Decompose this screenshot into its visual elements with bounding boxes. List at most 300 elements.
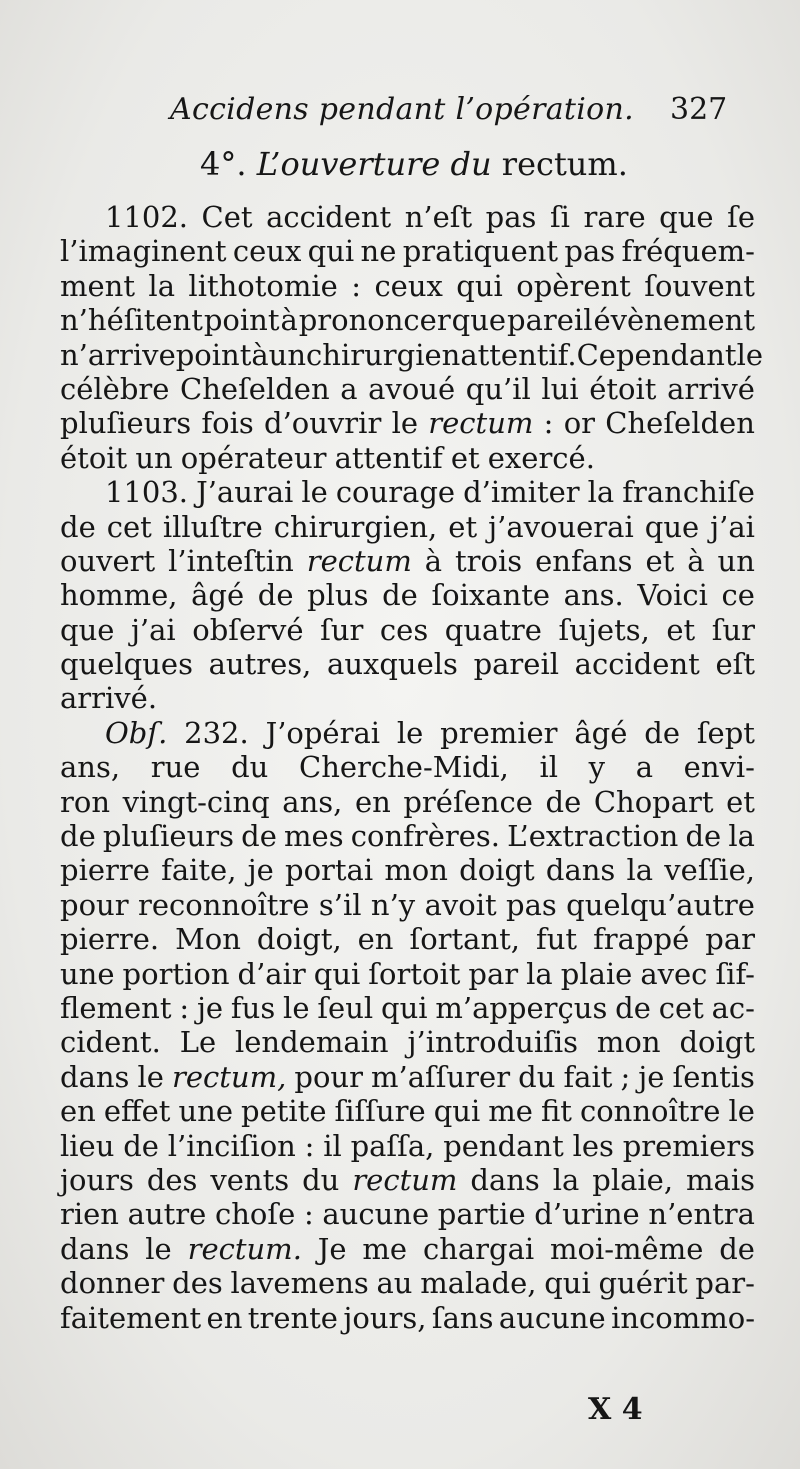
word: J’opérai [265,715,381,750]
word: l’inciſion [167,1128,296,1163]
word: choſe [214,1197,296,1232]
text-line [60,441,755,475]
word: pas [506,887,557,922]
word: dans [545,853,616,888]
word: Mon [175,922,241,957]
word: d’imiter [463,475,580,510]
text-line [60,1060,755,1094]
section-title-italic: L’ouverture du [256,145,492,183]
word: portion [122,956,230,991]
word: le [283,990,310,1025]
word: fait [563,1059,613,1094]
word: ſiſſure [334,1094,426,1129]
word: rare [583,200,646,234]
word: accident [266,200,392,234]
word: pour [294,1059,363,1094]
word: pluſieurs [102,819,234,854]
word: mon [596,1025,661,1060]
word: n’y [370,887,416,922]
word: d’urine [534,1197,640,1232]
word: faite, [161,853,237,888]
word: ſur [711,612,755,647]
word: la [587,475,615,510]
word: m’apperçus [435,990,608,1025]
word: la [526,956,553,991]
text-line [60,1301,755,1335]
word: homme, [60,578,178,613]
word: avec [640,956,708,991]
word: reconnoître [137,887,310,922]
word: Le [179,1025,217,1060]
word: le [137,1059,164,1094]
word: paſſa, [350,1128,435,1163]
word: le [145,1231,172,1266]
word: ce [721,578,755,613]
text-line [60,1163,755,1197]
word: lendemain [235,1025,389,1060]
word: s’il [318,887,362,922]
text-line [60,1094,755,1128]
word: 1103. [105,475,189,510]
word: quatre [444,612,542,647]
word: opérateur [180,440,327,475]
word: qu’il [465,371,531,406]
word: Cheſelden [605,406,755,441]
word: en [60,1094,96,1129]
word: trente [247,1300,338,1335]
word: de [615,990,651,1025]
word: point [175,337,252,372]
word: ne [360,234,397,269]
word: lui [541,371,579,406]
word: ſeul [317,990,374,1025]
word: célèbre [60,371,170,406]
word: n’entra [648,1197,755,1232]
text-line [60,1129,755,1163]
word: auxquels [327,647,458,682]
word: mais [686,1162,755,1197]
word: ſortant, [409,922,521,957]
text-line [60,853,755,887]
text-line [60,888,755,922]
word: ment [60,268,135,303]
word: plaie [560,956,633,991]
word: pluſieurs [60,406,192,441]
word: ceux [232,234,302,269]
word: or [563,406,596,441]
word: je [196,990,224,1025]
word: mon [384,853,448,888]
word: j’avouerai [488,509,634,544]
text-line [60,1232,755,1266]
section-number: 4°. [200,145,247,183]
word: du [231,750,269,785]
word: frappé [593,922,690,957]
word: franchiſe [622,475,755,510]
word: jours, [343,1300,427,1335]
word: ſif- [715,956,755,991]
word: pareil [473,647,560,682]
word: mes [284,819,344,854]
word: et [666,612,696,647]
text-line [60,819,755,853]
word: dans [60,1231,130,1266]
word: le [396,715,424,750]
word: ans, [60,750,121,785]
word: de [60,819,96,854]
word: pas [564,234,616,269]
word: attentif [334,440,443,475]
italic-word: rectum. [187,1231,302,1266]
word: lieu [60,1128,115,1163]
section-title-roman: rectum. [501,145,628,183]
italic-word: rectum [352,1162,458,1197]
word: eſt [715,647,755,682]
text-line [60,1197,755,1231]
word: par [705,922,755,957]
text-line [60,922,755,956]
word: en [206,1300,243,1335]
word: ſortoit [368,956,461,991]
word: effet [103,1094,171,1129]
word: ouvert [60,543,156,578]
word: partie [437,1197,526,1232]
word: pratiquent [402,234,559,269]
word: ſentis [672,1059,755,1094]
word: le [736,337,763,372]
word: par- [695,1266,755,1301]
word: aucune [498,1300,606,1335]
word: et [450,440,480,475]
word: petite [241,1094,327,1129]
word: un [135,440,173,475]
word: , [277,1059,287,1094]
word: lithotomie [188,268,338,303]
word: la [626,853,654,888]
signature-mark: X 4 [588,1392,643,1427]
word: n’eſt [404,200,473,234]
word: fit [540,1094,572,1129]
word: l’inteſtin [168,543,294,578]
word: J’aurai [196,475,294,510]
word: qui [456,268,503,303]
word: de [60,509,96,544]
word: L’extraction [507,819,679,854]
word: par [468,956,519,991]
word: plaie, [592,1162,674,1197]
word: Voici [637,578,708,613]
word: pierre. [60,922,160,957]
word: de [382,578,418,613]
word: aucune [322,1197,430,1232]
word: : [303,1197,314,1232]
word: à [251,337,269,372]
word: Cherche-Midi, [299,750,509,785]
word: 1102. [105,200,189,234]
word: qui [381,990,428,1025]
word: que [451,303,507,338]
word: ſujets, [558,612,650,647]
word: arrivé [667,371,755,406]
word: trois [455,543,523,578]
italic-word: Obſ. [105,715,168,750]
word: ron [60,784,110,819]
word: ſe [727,200,755,234]
word: flement [60,990,172,1025]
word: des [146,1162,198,1197]
word: lavemens [230,1266,369,1301]
word: malade, [420,1266,537,1301]
word: de [123,1128,159,1163]
word: du [518,1059,556,1094]
word: le [728,1094,755,1129]
word: ans. [563,578,624,613]
word: de [241,819,277,854]
word: doigt, [256,922,342,957]
word: il [539,750,559,785]
word: m’aſſurer [371,1059,511,1094]
word: de [257,578,294,613]
word: courage [335,475,456,510]
word: un [268,337,307,372]
text-line [60,991,755,1025]
word: âgé [574,715,628,750]
word: et [726,784,755,819]
word: quelqu’autre [566,887,755,922]
text-line [60,337,763,372]
word: pierre [60,853,150,888]
word: étoit [60,440,128,475]
word: de [719,1231,755,1266]
word: n’arrive [60,337,176,372]
word: au [376,1266,413,1301]
word: une [178,1094,233,1129]
word: autres, [208,647,312,682]
word: d’air [237,956,306,991]
word: cident. [60,1025,161,1060]
page-number: 327 [670,92,728,127]
word: rue [150,750,201,785]
word: ſoixante [431,578,551,613]
word: dans [470,1162,540,1197]
word: de [685,819,722,854]
word: ſouvent [644,268,755,303]
word: pareil [507,303,593,338]
word: j’ai [130,612,176,647]
word: avoit [424,887,497,922]
word: arrivé. [60,681,158,716]
running-head-title: Accidens pendant l’opération. [170,92,635,127]
word: y [588,750,606,785]
word: ans, [282,784,343,819]
word: illuſtre [162,509,263,544]
word: cet [658,990,704,1025]
text-line [60,303,755,337]
text-line [60,613,755,647]
word: ces [379,612,429,647]
word: à [424,543,443,578]
word: connoître [579,1094,721,1129]
word: fois [201,406,254,441]
word: point [203,303,280,338]
word: et [645,543,675,578]
word: Chopart [593,784,714,819]
text-line [60,681,755,715]
word: fut [536,922,578,957]
word: chirurgien, [273,509,438,544]
word: âgé [191,578,245,613]
word: : [179,990,190,1025]
word: me [362,1231,408,1266]
word: vingt-cinq [122,784,270,819]
word: : [543,406,554,441]
word: plus [307,578,369,613]
word: portai [285,853,374,888]
word: n’héſitent [60,303,203,338]
word: a [635,750,654,785]
text-line [60,1266,755,1300]
word: ceux [374,268,443,303]
word: de [644,715,680,750]
word: étoit [589,371,657,406]
word: le [391,406,419,441]
word: opèrent [516,268,631,303]
word: qui [307,234,355,269]
word: et [448,509,478,544]
word: je [638,1059,665,1094]
word: pas [485,200,537,234]
word: que [659,200,714,234]
word: j’ai [710,509,755,544]
text-line [60,578,755,612]
word: enfans [535,543,633,578]
section-heading [200,145,628,183]
text-line [60,1025,755,1059]
word: chirurgien [306,337,461,372]
text-line [60,647,755,681]
text-line [60,716,755,750]
word: Cet [201,200,253,234]
word: le [301,475,328,510]
word: quelques [60,647,193,682]
word: dans [60,1059,130,1094]
word: doigt [459,853,535,888]
word: obſervé [192,612,304,647]
word: premier [440,715,558,750]
word: cet [106,509,152,544]
word: doigt [679,1025,755,1060]
word: j’introduiſis [407,1025,579,1060]
text-line [60,510,755,544]
word: des [172,1266,223,1301]
word: . [292,1231,302,1266]
text-line [60,544,755,578]
word: : [351,268,362,303]
word: la [728,819,755,854]
word: attentif. [460,337,577,372]
italic-word: rectum [428,406,534,441]
word: à [687,543,705,578]
word: pendant [443,1128,564,1163]
word: avoué [368,371,456,406]
word: ; [620,1059,631,1094]
word: il [323,1128,342,1163]
text-line [60,785,755,819]
word: une [60,956,115,991]
word: premiers [622,1128,755,1163]
word: à [280,303,298,338]
word: jours [60,1162,134,1197]
text-line [60,406,755,440]
word: d’ouvrir [264,406,382,441]
word: confrères. [350,819,501,854]
word: donner [60,1266,165,1301]
word: a [340,371,358,406]
word: fus [230,990,276,1025]
word: qui [544,1266,591,1301]
word: qui [313,956,361,991]
word: qui [433,1094,481,1129]
word: Cheſelden [180,371,330,406]
word: moi-même [550,1231,704,1266]
word: guérit [598,1266,688,1301]
italic-word: rectum [306,543,412,578]
word: je [247,853,274,888]
word: un [717,543,755,578]
word: ſi [549,200,570,234]
word: du [302,1162,340,1197]
word: Cependant [576,337,737,372]
text-line [60,234,755,268]
word: la [552,1162,580,1197]
text-line [60,269,755,303]
word: veſſie, [664,853,755,888]
word: en [357,922,394,957]
word: ſur [320,612,364,647]
italic-word: rectum, [171,1059,287,1094]
word: vents [210,1162,290,1197]
word: ſept [696,715,755,750]
word: chargai [422,1231,535,1266]
word: que [60,612,115,647]
word: envi- [683,750,755,785]
word: fréquem- [621,234,755,269]
word: pour [60,887,129,922]
word: 232. [184,715,249,750]
word: de [545,784,582,819]
word: les [572,1128,614,1163]
word: ac- [711,990,755,1025]
word: que [644,509,700,544]
text-line [60,372,755,406]
word: préſence [403,784,533,819]
word: : [304,1128,315,1163]
word: Je [317,1231,347,1266]
word: accident [574,647,700,682]
text-line [60,200,755,234]
word: autre [127,1197,207,1232]
word: ſans [431,1300,494,1335]
text-line [60,957,755,991]
word: faitement [60,1300,202,1335]
word: l’imaginent [60,234,227,269]
word: évènement [593,303,755,338]
text-line [60,750,755,784]
word: prononcer [298,303,451,338]
text-line [60,475,755,509]
word: la [148,268,175,303]
word: me [488,1094,533,1129]
